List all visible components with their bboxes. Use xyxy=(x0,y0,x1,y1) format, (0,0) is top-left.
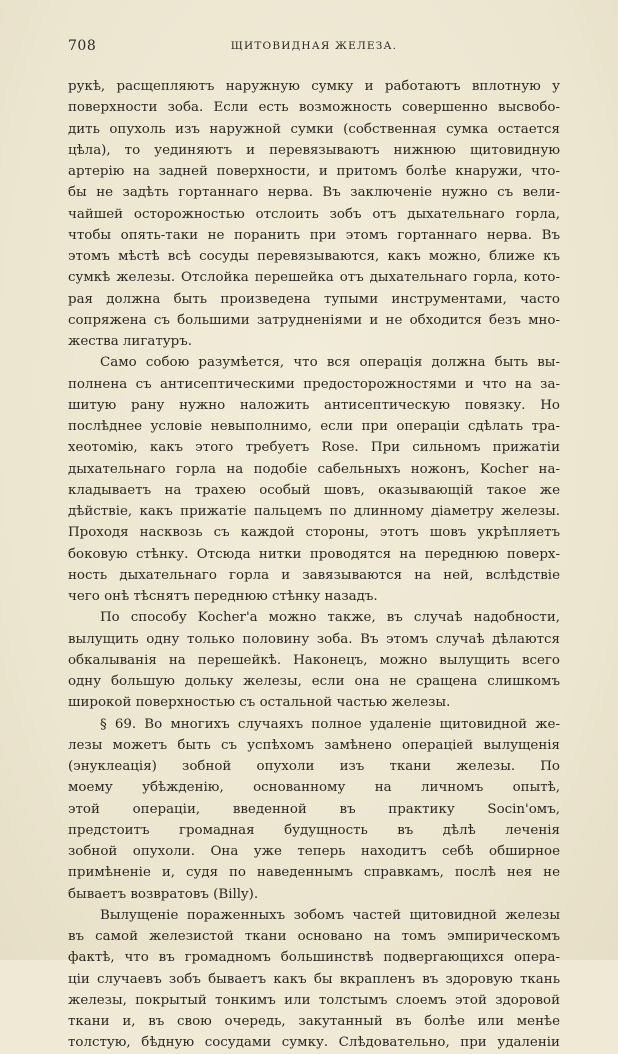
text-line: цѣла), то уединяютъ и перевязываютъ нижнюю щитовидную xyxy=(68,142,560,158)
text-line: обкалыванія на перешейкѣ. Наконецъ, можно вылущить всего xyxy=(68,652,560,668)
text-line: этомъ мѣстѣ всѣ сосуды перевязываются, какъ можно, ближе къ xyxy=(68,249,560,264)
text-line: зобной опухоли. Она уже теперь находитъ себѣ обширное xyxy=(68,844,560,859)
text-line: полнена съ антисептическими предосторожностями и что на за- xyxy=(68,376,560,392)
running-title: ЩИТОВИДНАЯ ЖЕЛЕЗА. xyxy=(230,40,398,52)
text-line: чтобы опять-таки не поранить при этомъ гортаннаго нерва. Въ xyxy=(68,227,560,243)
text-line: жества лигатуръ. xyxy=(68,334,192,349)
text-line: рукѣ, расщепляютъ наружную сумку и работаютъ вплотную у xyxy=(68,79,560,94)
running-head xyxy=(68,38,560,58)
text-line: По способу Kocher'а можно также, въ случаѣ надобности, xyxy=(100,610,560,626)
text-line: предстоитъ громадная будущность въ дѣлѣ леченія xyxy=(68,822,560,838)
text-line: дѣйствіе, какъ прижатіе пальцемъ по длинному діаметру железы. xyxy=(68,504,560,519)
text-line: одну большую дольку железы, если она не сращена слишкомъ xyxy=(68,674,560,689)
text-line: фактѣ, что въ громадномъ большинствѣ подвергающихся опера- xyxy=(68,950,560,966)
text-line: § 69. Во многихъ случаяхъ полное удаленіе щитовидной же- xyxy=(100,716,560,732)
text-line: бы не задѣть гортаннаго нерва. Въ заключеніе нужно съ вели- xyxy=(68,185,560,201)
text-line: чайшей осторожностью отслоить зобъ отъ дыхательнаго горла, xyxy=(68,206,560,222)
text-line: Проходя насквозь съ каждой стороны, этотъ шовъ укрѣпляетъ xyxy=(68,525,560,541)
page-number: 708 xyxy=(68,38,97,54)
text-line: кладываетъ на трахею особый шовъ, оказывающій такое же xyxy=(68,482,560,498)
text-line: сумкѣ железы. Отслойка перешейка отъ дыхательнаго горла, кото- xyxy=(68,270,560,286)
text-line: дыхательнаго горла на подобіе сабельныхъ ножонъ, Kocher на- xyxy=(68,461,560,477)
text-line: артерію на задней поверхности, и притомъ болѣе кнаружи, что- xyxy=(68,164,560,179)
text-line: поверхности зоба. Если есть возможность совершенно высвобо- xyxy=(68,100,560,116)
text-line: ткани и, въ свою очередь, закутанный въ болѣе или менѣе xyxy=(68,1014,560,1029)
text-line: рая должна быть произведена тупыми инструментами, часто xyxy=(68,291,560,307)
text-line: шитую рану нужно наложить антисептическую повязку. Но xyxy=(68,397,560,413)
text-line: толстую, бѣдную сосудами сумку. Слѣдовательно, при удаленіи xyxy=(68,1035,560,1051)
text-line: лезы можетъ быть съ успѣхомъ замѣнено операціей вылущенія xyxy=(68,737,560,753)
text-line: этой операціи, введенной въ практику Socin'омъ, xyxy=(68,801,560,817)
text-line: боковую стѣнку. Отсюда нитки проводятся на переднюю поверх- xyxy=(68,546,560,562)
text-line: сопряжена съ большими затрудненіями и не обходится безъ мно- xyxy=(68,312,560,328)
text-line: моему убѣжденію, основанному на личномъ опытѣ, xyxy=(68,780,560,796)
text-line: ность дыхательнаго горла и завязываются на ней, вслѣдствіе xyxy=(68,567,560,583)
text-line: широкой поверхностью съ остальной частью железы. xyxy=(68,695,451,711)
text-line: железы, покрытый тонкимъ или толстымъ слоемъ этой здоровой xyxy=(68,992,560,1008)
text-line: (энуклеація) зобной опухоли изъ ткани железы. По xyxy=(68,759,560,774)
text-line: въ самой железистой ткани основано на томъ эмпирическомъ xyxy=(68,929,560,944)
text-line: ціи случаевъ зобъ бываетъ какъ бы вкрапленъ въ здоровую ткань xyxy=(68,971,560,987)
text-line: чего онѣ тѣснятъ переднюю стѣнку назадъ. xyxy=(68,589,378,604)
text-line: дить опухоль изъ наружной сумки (собственная сумка остается xyxy=(68,121,560,137)
text-line: примѣненіе и, судя по наведеннымъ справкамъ, послѣ нея не xyxy=(68,865,560,881)
text-line: хеотомію, какъ этого требуетъ Rose. При сильномъ прижатіи xyxy=(68,440,560,456)
body-text xyxy=(68,76,560,1054)
text-line: Вылущеніе пораженныхъ зобомъ частей щитовидной железы xyxy=(100,907,560,923)
text-line: послѣднее условіе невыполнимо, если при операціи сдѣлать тра- xyxy=(68,419,560,434)
text-line: бываетъ возвратовъ (Billy). xyxy=(68,886,259,902)
text-line: Само собою разумѣется, что вся операція должна быть вы- xyxy=(100,355,560,371)
text-line: вылущить одну только половину зоба. Въ этомъ случаѣ дѣлаются xyxy=(68,631,560,647)
